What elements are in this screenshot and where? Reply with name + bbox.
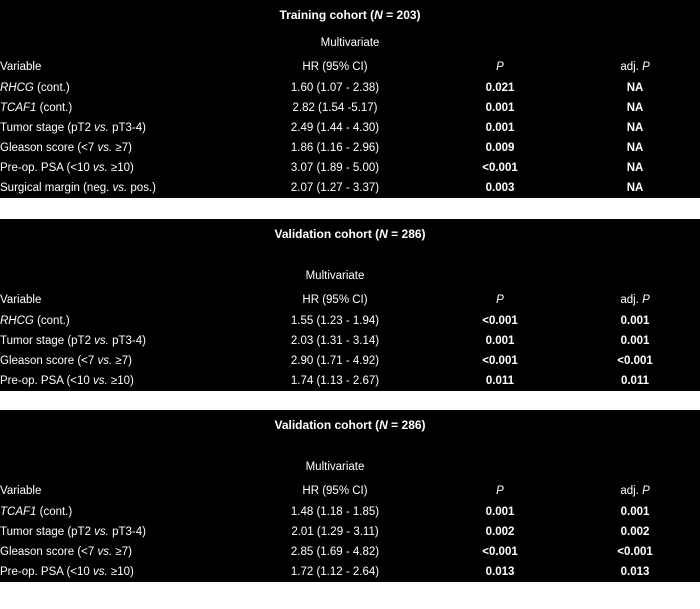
table-subheading: Multivariate [320, 37, 380, 49]
title-italic-n: N [374, 8, 383, 22]
table-row [0, 118, 700, 138]
row-p: 0.001 [485, 122, 515, 134]
row-adj-p: 0.001 [620, 506, 650, 518]
table-row [0, 522, 700, 542]
row-p: 0.011 [430, 371, 570, 392]
spacer-cell [570, 454, 700, 480]
table-validation-cohort-rhcg [0, 219, 700, 392]
title-post: = 286) [387, 418, 426, 432]
table-row [0, 178, 700, 199]
row-adj-p: <0.001 [617, 546, 653, 558]
row-variable: Gleason score (<7 vs. ≥7) [0, 355, 132, 367]
row-hr: 1.55 (1.23 - 1.94) [290, 315, 380, 327]
row-hr: 3.07 (1.89 - 5.00) [290, 162, 380, 174]
column-header-variable: Variable [0, 294, 42, 306]
row-variable: Pre-op. PSA (<10 vs. ≥10) [0, 562, 240, 583]
table-row [0, 502, 700, 522]
column-header-adj-p: adj. P [620, 485, 650, 497]
column-header-variable: Variable [0, 485, 42, 497]
spacer-cell [570, 263, 700, 289]
row-variable: Gleason score (<7 vs. ≥7) [0, 142, 132, 154]
row-variable: Tumor stage (pT2 vs. pT3-4) [0, 335, 146, 347]
row-hr: 2.82 (1.54 -5.17) [292, 102, 378, 114]
row-p: 0.002 [485, 526, 515, 538]
stat-table [0, 0, 700, 199]
row-p: <0.001 [482, 162, 518, 174]
variable-rest: (cont.) [33, 315, 70, 327]
row-adj-p: NA [626, 162, 644, 174]
row-p: <0.001 [482, 315, 518, 327]
row-variable [0, 98, 240, 118]
table-title [0, 410, 700, 440]
title-italic-n: N [379, 227, 388, 241]
table-title [0, 0, 700, 30]
row-adj-p: NA [570, 178, 700, 199]
row-adj-p: NA [626, 102, 644, 114]
row-hr: 2.07 (1.27 - 3.37) [240, 178, 430, 199]
title-pre: Training cohort ( [279, 8, 375, 22]
row-p: 0.001 [485, 506, 515, 518]
table-blank-row [0, 249, 700, 263]
row-p: <0.001 [482, 546, 518, 558]
column-header-hr: HR (95% CI) [302, 61, 368, 73]
row-adj-p: NA [626, 82, 644, 94]
row-variable: Tumor stage (pT2 vs. pT3-4) [0, 526, 146, 538]
column-header-p: P [496, 61, 504, 73]
table-subheading-row [0, 263, 700, 289]
table-header-row [0, 289, 700, 311]
stat-table [0, 410, 700, 583]
table-gap [0, 392, 700, 410]
row-variable [0, 311, 240, 331]
spacer [0, 249, 700, 263]
stat-table [0, 219, 700, 392]
table-title-row [0, 410, 700, 440]
spacer-cell [0, 454, 240, 480]
column-header-p: P [496, 485, 504, 497]
table-header-row [0, 480, 700, 502]
table-title-row [0, 0, 700, 30]
row-p: 0.003 [430, 178, 570, 199]
table-training-cohort [0, 0, 700, 199]
variable-rest: (cont.) [36, 506, 73, 518]
spacer-cell [430, 454, 570, 480]
row-adj-p: NA [626, 122, 644, 134]
gene-name: TCAF1 [0, 506, 37, 518]
row-variable: Surgical margin (neg. vs. pos.) [0, 178, 240, 199]
variable-rest: (cont.) [33, 82, 70, 94]
row-adj-p: 0.001 [620, 315, 650, 327]
row-adj-p: 0.001 [620, 335, 650, 347]
title-pre: Validation cohort ( [274, 227, 380, 241]
title-pre: Validation cohort ( [274, 418, 380, 432]
title-post: = 286) [387, 227, 426, 241]
column-header-hr: HR (95% CI) [302, 485, 368, 497]
row-hr: 2.49 (1.44 - 4.30) [290, 122, 380, 134]
row-p: 0.001 [485, 102, 515, 114]
column-header-hr: HR (95% CI) [302, 294, 368, 306]
table-row [0, 311, 700, 331]
row-hr: 1.48 (1.18 - 1.85) [290, 506, 380, 518]
table-title-row [0, 219, 700, 249]
row-variable [0, 502, 240, 522]
row-hr: 1.86 (1.16 - 2.96) [290, 142, 380, 154]
table-subheading: Multivariate [305, 270, 365, 282]
column-header-adj-p: adj. P [620, 61, 650, 73]
row-p: 0.021 [485, 82, 515, 94]
gene-name: TCAF1 [0, 102, 37, 114]
row-hr: 1.60 (1.07 - 2.38) [290, 82, 380, 94]
table-row [0, 98, 700, 118]
title-post: = 203) [382, 8, 421, 22]
row-hr: 2.90 (1.71 - 4.92) [290, 355, 380, 367]
row-adj-p: NA [626, 142, 644, 154]
spacer [0, 440, 700, 454]
row-hr: 1.72 (1.12 - 2.64) [240, 562, 430, 583]
row-hr: 1.74 (1.13 - 2.67) [240, 371, 430, 392]
table-row [0, 371, 700, 392]
variable-rest: (cont.) [36, 102, 73, 114]
table-validation-cohort-tcaf1 [0, 410, 700, 583]
title-italic-n: N [379, 418, 388, 432]
row-hr: 2.85 (1.69 - 4.82) [290, 546, 380, 558]
table-subheading-row [0, 454, 700, 480]
row-adj-p: 0.002 [620, 526, 650, 538]
gene-name: RHCG [0, 82, 34, 94]
row-variable: Pre-op. PSA (<10 vs. ≥10) [0, 371, 240, 392]
table-row [0, 331, 700, 351]
row-variable: Pre-op. PSA (<10 vs. ≥10) [0, 162, 134, 174]
column-header-adj-p: adj. P [620, 294, 650, 306]
table-row [0, 562, 700, 583]
table-row [0, 351, 700, 371]
table-subheading-row [0, 30, 700, 56]
row-p: <0.001 [482, 355, 518, 367]
table-row [0, 542, 700, 562]
row-p: 0.009 [485, 142, 515, 154]
row-hr: 2.03 (1.31 - 3.14) [290, 335, 380, 347]
row-variable: Tumor stage (pT2 vs. pT3-4) [0, 122, 146, 134]
row-p: 0.013 [430, 562, 570, 583]
column-header-p: P [496, 294, 504, 306]
row-hr: 2.01 (1.29 - 3.11) [291, 526, 379, 538]
table-subheading: Multivariate [305, 461, 365, 473]
gene-name: RHCG [0, 315, 34, 327]
table-header-row [0, 56, 700, 78]
row-adj-p: 0.011 [570, 371, 700, 392]
row-adj-p: 0.013 [570, 562, 700, 583]
column-header-variable: Variable [0, 61, 42, 73]
table-gap [0, 199, 700, 219]
row-adj-p: <0.001 [617, 355, 653, 367]
row-p: 0.001 [485, 335, 515, 347]
table-title [0, 219, 700, 249]
table-row [0, 158, 700, 178]
table-row [0, 78, 700, 98]
row-variable: Gleason score (<7 vs. ≥7) [0, 546, 132, 558]
table-blank-row [0, 440, 700, 454]
row-variable [0, 78, 240, 98]
spacer-cell [0, 263, 240, 289]
spacer-cell [430, 263, 570, 289]
table-row [0, 138, 700, 158]
